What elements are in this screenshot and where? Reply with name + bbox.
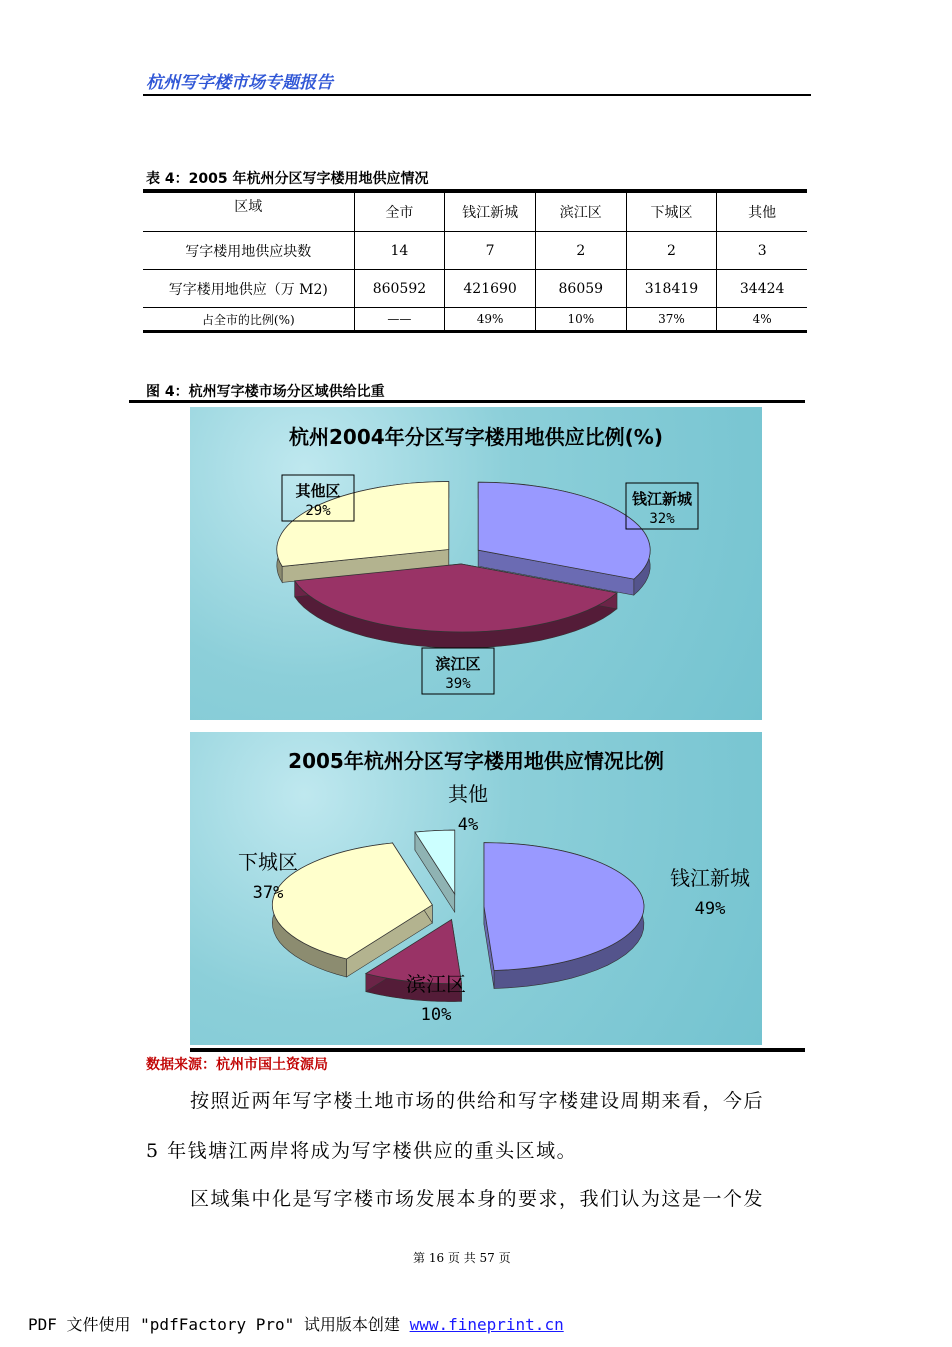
supply-table xyxy=(143,189,807,333)
table-cell: 49% xyxy=(445,308,536,332)
header-rule xyxy=(143,94,811,96)
table-cell: 34424 xyxy=(717,270,807,308)
table-cell: 2 xyxy=(626,232,717,270)
slice-value-label: 49% xyxy=(694,899,726,919)
slice-category-label: 钱江新城 xyxy=(631,490,693,508)
pie-slice xyxy=(415,830,455,894)
chart-title: 杭州2004年分区写字楼用地供应比例(%) xyxy=(289,425,663,449)
table-cell: —— xyxy=(354,308,445,332)
table-cell: 2 xyxy=(535,232,626,270)
slice-value-label: 32% xyxy=(649,511,675,527)
slice-category-label: 下城区 xyxy=(238,850,298,874)
pie-chart-2004 xyxy=(190,407,762,720)
figure-rule xyxy=(129,400,805,403)
report-header-title: 杭州写字楼市场专题报告 xyxy=(146,73,333,93)
table-cell: 写字楼用地供应块数 xyxy=(143,232,354,270)
slice-category-label: 滨江区 xyxy=(406,972,466,996)
table-cell: 318419 xyxy=(626,270,717,308)
table-cell: 37% xyxy=(626,308,717,332)
pdf-footer xyxy=(28,1312,564,1335)
table-header-cell: 钱江新城 xyxy=(445,191,536,232)
table-header-cell: 全市 xyxy=(354,191,445,232)
table-cell: 写字楼用地供应（万 M2) xyxy=(143,270,354,308)
figure-caption: 图 4：杭州写字楼市场分区域供给比重 xyxy=(146,384,385,400)
slice-value-label: 37% xyxy=(252,883,284,903)
table-header-cell: 滨江区 xyxy=(535,191,626,232)
slice-category-label: 其他区 xyxy=(295,482,341,500)
slice-category-label: 钱江新城 xyxy=(670,866,750,890)
page-number: 第 16 页 共 57 页 xyxy=(413,1251,511,1265)
table-cell: 占全市的比例(%) xyxy=(143,308,354,332)
body-paragraph: 5 年钱塘江两岸将成为写字楼供应的重头区域。 xyxy=(146,1140,578,1162)
slice-value-label: 4% xyxy=(457,815,479,835)
pie-chart-2005-svg xyxy=(190,732,762,1045)
table-header-row xyxy=(143,191,807,232)
table-row xyxy=(143,270,807,308)
pie-chart-2004-svg xyxy=(190,407,762,720)
table-cell: 3 xyxy=(717,232,807,270)
body-paragraph: 区域集中化是写字楼市场发展本身的要求，我们认为这是一个发 xyxy=(190,1188,765,1210)
table-row xyxy=(143,308,807,332)
table-caption: 表 4：2005 年杭州分区写字楼用地供应情况 xyxy=(146,171,429,187)
table-header-cell: 下城区 xyxy=(626,191,717,232)
slice-category-label: 其他 xyxy=(448,782,488,806)
table-cell: 860592 xyxy=(354,270,445,308)
data-source: 数据来源：杭州市国土资源局 xyxy=(146,1057,328,1073)
footer-link[interactable]: www.fineprint.cn xyxy=(409,1315,564,1334)
slice-value-label: 10% xyxy=(420,1005,452,1025)
table-cell: 86059 xyxy=(535,270,626,308)
slice-category-label: 滨江区 xyxy=(435,655,481,673)
slice-value-label: 29% xyxy=(305,503,331,519)
table-cell: 421690 xyxy=(445,270,536,308)
table-row xyxy=(143,232,807,270)
chart-title: 2005年杭州分区写字楼用地供应情况比例 xyxy=(288,749,664,773)
table-cell: 4% xyxy=(717,308,807,332)
table-cell: 7 xyxy=(445,232,536,270)
slice-value-label: 39% xyxy=(445,676,471,692)
footer-text: PDF 文件使用 "pdfFactory Pro" 试用版本创建 xyxy=(28,1315,400,1334)
pie-chart-2005 xyxy=(190,732,762,1045)
table-cell: 10% xyxy=(535,308,626,332)
source-rule xyxy=(190,1048,805,1052)
body-paragraph: 按照近两年写字楼土地市场的供给和写字楼建设周期来看，今后 xyxy=(190,1090,765,1112)
table-header-cell: 区域 xyxy=(143,191,354,232)
table-cell: 14 xyxy=(354,232,445,270)
table-header-cell: 其他 xyxy=(717,191,807,232)
